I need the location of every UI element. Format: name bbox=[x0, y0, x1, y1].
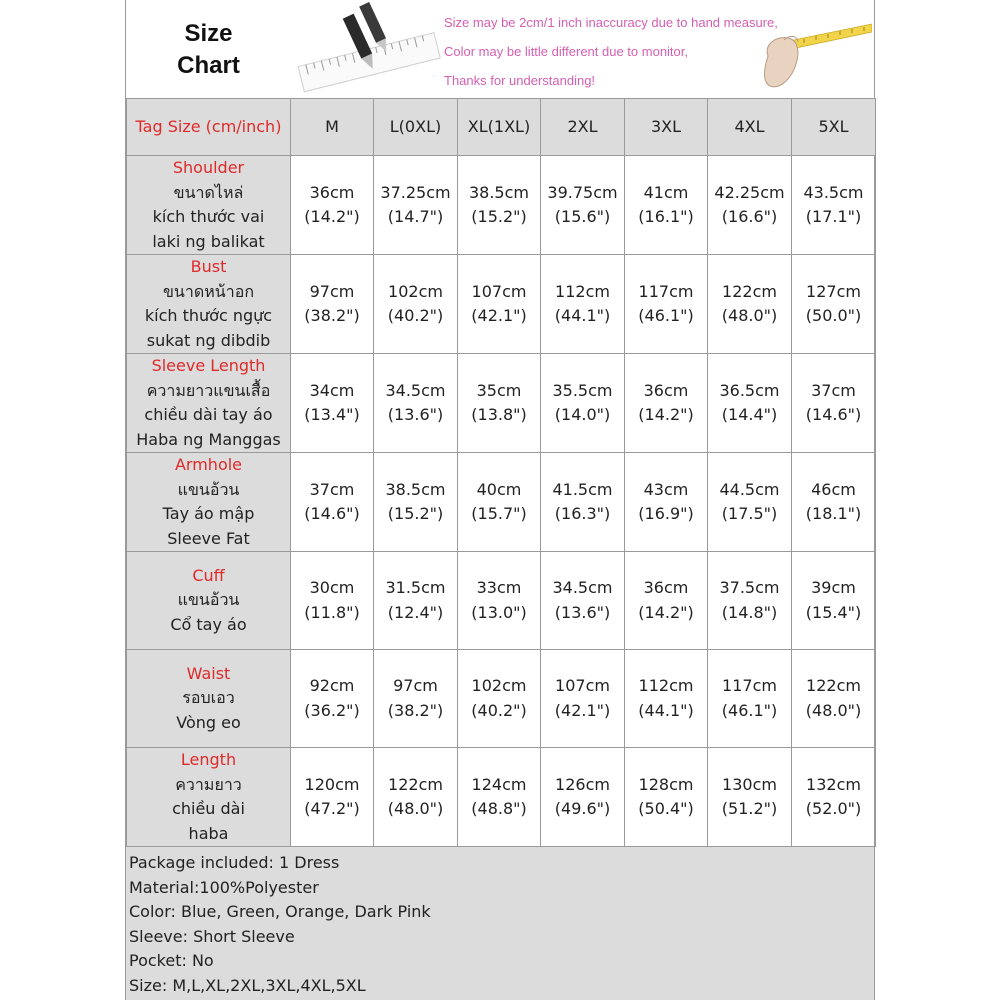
measure-thai: แขนอ้วน bbox=[177, 479, 240, 499]
material-info: Material:100%Polyester bbox=[129, 877, 319, 897]
value-cell bbox=[541, 552, 625, 650]
inch-value: (36.2") bbox=[304, 700, 360, 720]
cm-value: 122cm bbox=[806, 676, 861, 695]
sleeve-info: Sleeve: Short Sleeve bbox=[129, 926, 295, 946]
inch-value: (12.4") bbox=[387, 602, 444, 622]
measure-name: Cuff bbox=[192, 565, 225, 585]
inch-value: (14.2") bbox=[304, 207, 360, 226]
measure-thai: ความยาวแขนเสื้อ bbox=[146, 380, 271, 400]
cm-value: 34.5cm bbox=[552, 578, 613, 597]
cm-value: 128cm bbox=[638, 774, 694, 794]
cm-value: 37.25cm bbox=[380, 182, 451, 202]
inch-value: (14.0") bbox=[554, 405, 611, 424]
inch-value: (13.4") bbox=[304, 405, 360, 424]
table-header-row bbox=[127, 99, 876, 156]
value-cell bbox=[374, 748, 458, 847]
size-table bbox=[126, 98, 876, 847]
cm-value: 34.5cm bbox=[385, 380, 446, 400]
cm-value: 43cm bbox=[643, 479, 689, 499]
measure-thai: ขนาดไหล่ bbox=[173, 182, 244, 202]
value-cell bbox=[708, 650, 792, 748]
product-details bbox=[126, 846, 874, 1000]
value-cell bbox=[458, 255, 541, 354]
banner bbox=[126, 0, 874, 99]
pocket-info: Pocket: No bbox=[129, 951, 214, 971]
inch-value: (48.0") bbox=[721, 306, 778, 325]
inch-value: (15.2") bbox=[471, 207, 527, 226]
value-cell bbox=[291, 255, 374, 354]
cm-value: 30cm bbox=[309, 578, 355, 597]
cm-value: 43.5cm bbox=[803, 182, 864, 202]
value-cell bbox=[792, 156, 876, 255]
banner-note-thanks: Thanks for understanding! bbox=[444, 73, 596, 88]
cm-value: 37cm bbox=[309, 479, 355, 499]
inch-value: (14.7") bbox=[387, 207, 444, 226]
inch-value: (50.4") bbox=[638, 799, 694, 818]
table-row-waist bbox=[127, 650, 876, 748]
value-cell bbox=[291, 156, 374, 255]
value-cell bbox=[458, 650, 541, 748]
value-cell bbox=[708, 354, 792, 453]
measure-thai: รอบเอว bbox=[182, 688, 235, 708]
banner-note-color: Color may be little different due to monitor, bbox=[444, 44, 688, 59]
inch-value: (16.3") bbox=[554, 504, 611, 523]
inch-value: (18.1") bbox=[805, 504, 862, 523]
value-cell bbox=[458, 552, 541, 650]
value-cell bbox=[541, 453, 625, 552]
inch-value: (17.1") bbox=[805, 207, 862, 226]
cm-value: 36cm bbox=[643, 578, 689, 597]
cm-value: 102cm bbox=[388, 281, 443, 301]
measure-filipino: Haba ng Manggas bbox=[136, 429, 281, 449]
banner-note-measure: Size may be 2cm/1 inch inaccuracy due to hand measure, bbox=[444, 15, 778, 30]
cm-value: 102cm bbox=[471, 676, 527, 695]
cm-value: 117cm bbox=[638, 281, 694, 301]
measure-vietnamese: chiều dài bbox=[172, 799, 245, 818]
inch-value: (48.8") bbox=[471, 799, 527, 818]
cm-value: 39.75cm bbox=[547, 182, 618, 202]
value-cell bbox=[625, 354, 708, 453]
inch-value: (48.0") bbox=[387, 799, 444, 818]
header-size: M bbox=[291, 99, 374, 156]
inch-value: (14.2") bbox=[638, 405, 694, 424]
inch-value: (40.2") bbox=[471, 700, 527, 720]
header-size: 2XL bbox=[541, 99, 625, 156]
inch-value: (46.1") bbox=[638, 306, 694, 325]
banner-title-line1: Size bbox=[184, 20, 233, 47]
value-cell bbox=[625, 748, 708, 847]
cm-value: 35.5cm bbox=[552, 380, 613, 400]
cm-value: 132cm bbox=[806, 774, 861, 794]
package-info: Package included: 1 Dress bbox=[129, 853, 340, 872]
inch-value: (42.1") bbox=[471, 306, 527, 325]
value-cell bbox=[458, 156, 541, 255]
value-cell bbox=[708, 453, 792, 552]
value-cell bbox=[291, 748, 374, 847]
inch-value: (38.2") bbox=[304, 306, 360, 325]
value-cell bbox=[374, 255, 458, 354]
measure-vietnamese: kích thước vai bbox=[152, 207, 265, 226]
measure-thai: แขนอ้วน bbox=[177, 590, 240, 610]
cm-value: 44.5cm bbox=[719, 479, 780, 499]
value-cell bbox=[374, 354, 458, 453]
cm-value: 124cm bbox=[471, 774, 527, 794]
cm-value: 122cm bbox=[388, 774, 443, 794]
measure-vietnamese: Cổ tay áo bbox=[170, 614, 247, 634]
ruler-pen-icon bbox=[291, 2, 441, 96]
value-cell bbox=[291, 354, 374, 453]
value-cell bbox=[708, 156, 792, 255]
value-cell bbox=[792, 748, 876, 847]
value-cell bbox=[708, 552, 792, 650]
size-info: Size: M,L,XL,2XL,3XL,4XL,5XL bbox=[129, 975, 366, 995]
value-cell bbox=[374, 552, 458, 650]
inch-value: (46.1") bbox=[721, 700, 778, 720]
cm-value: 36.5cm bbox=[719, 380, 780, 400]
inch-value: (14.6") bbox=[805, 405, 862, 424]
row-label bbox=[127, 255, 291, 354]
measure-name: Armhole bbox=[174, 455, 243, 474]
inch-value: (16.9") bbox=[638, 504, 694, 523]
row-label bbox=[127, 748, 291, 847]
inch-value: (44.1") bbox=[638, 700, 694, 720]
value-cell bbox=[374, 650, 458, 748]
value-cell bbox=[291, 453, 374, 552]
cm-value: 36cm bbox=[309, 182, 355, 202]
value-cell bbox=[541, 255, 625, 354]
color-info: Color: Blue, Green, Orange, Dark Pink bbox=[129, 902, 431, 922]
inch-value: (15.2") bbox=[387, 504, 444, 523]
cm-value: 41cm bbox=[643, 182, 689, 202]
banner-title bbox=[146, 18, 271, 82]
value-cell bbox=[291, 552, 374, 650]
header-tag-size: Tag Size (cm/inch) bbox=[127, 99, 291, 156]
row-label bbox=[127, 650, 291, 748]
measure-vietnamese: Tay áo mập bbox=[162, 504, 255, 523]
cm-value: 42.25cm bbox=[714, 182, 785, 202]
value-cell bbox=[625, 156, 708, 255]
inch-value: (14.8") bbox=[721, 602, 778, 622]
inch-value: (50.0") bbox=[805, 306, 862, 325]
header-size: 3XL bbox=[625, 99, 708, 156]
measuring-tape-hand-icon bbox=[754, 8, 872, 94]
cm-value: 107cm bbox=[471, 281, 527, 301]
cm-value: 120cm bbox=[304, 774, 360, 794]
value-cell bbox=[625, 650, 708, 748]
value-cell bbox=[374, 453, 458, 552]
measure-vietnamese: kích thước ngực bbox=[144, 306, 273, 325]
cm-value: 36cm bbox=[643, 380, 689, 400]
value-cell bbox=[792, 453, 876, 552]
value-cell bbox=[625, 255, 708, 354]
cm-value: 112cm bbox=[638, 676, 694, 695]
value-cell bbox=[625, 552, 708, 650]
cm-value: 130cm bbox=[722, 774, 777, 794]
measure-thai: ความยาว bbox=[175, 774, 242, 794]
value-cell bbox=[625, 453, 708, 552]
inch-value: (13.6") bbox=[554, 602, 611, 622]
row-label bbox=[127, 552, 291, 650]
inch-value: (42.1") bbox=[554, 700, 611, 720]
cm-value: 39cm bbox=[811, 578, 856, 597]
value-cell bbox=[458, 453, 541, 552]
inch-value: (47.2") bbox=[304, 799, 360, 818]
inch-value: (38.2") bbox=[387, 700, 444, 720]
value-cell bbox=[792, 255, 876, 354]
value-cell bbox=[458, 748, 541, 847]
inch-value: (16.6") bbox=[721, 207, 778, 226]
value-cell bbox=[792, 552, 876, 650]
cm-value: 97cm bbox=[393, 676, 438, 695]
measure-name: Shoulder bbox=[172, 158, 245, 177]
cm-value: 31.5cm bbox=[385, 578, 446, 597]
inch-value: (49.6") bbox=[554, 799, 611, 818]
inch-value: (13.8") bbox=[471, 405, 527, 424]
value-cell bbox=[291, 650, 374, 748]
measure-vietnamese: chiều dài tay áo bbox=[144, 405, 273, 424]
measure-name: Bust bbox=[190, 257, 227, 276]
table-row-bust bbox=[127, 255, 876, 354]
inch-value: (13.0") bbox=[471, 602, 527, 622]
measure-vietnamese: Vòng eo bbox=[176, 712, 241, 732]
value-cell bbox=[792, 650, 876, 748]
table-row-armhole bbox=[127, 453, 876, 552]
table-row-shoulder bbox=[127, 156, 876, 255]
inch-value: (40.2") bbox=[387, 306, 444, 325]
row-label bbox=[127, 453, 291, 552]
cm-value: 35cm bbox=[476, 380, 522, 400]
cm-value: 112cm bbox=[555, 281, 610, 301]
value-cell bbox=[792, 354, 876, 453]
header-size: 4XL bbox=[708, 99, 792, 156]
cm-value: 122cm bbox=[722, 281, 777, 301]
measure-thai: ขนาดหน้าอก bbox=[162, 281, 254, 301]
cm-value: 97cm bbox=[309, 281, 355, 301]
inch-value: (16.1") bbox=[638, 207, 694, 226]
table-row-length bbox=[127, 748, 876, 847]
measure-name: Waist bbox=[186, 663, 231, 683]
value-cell bbox=[708, 748, 792, 847]
measure-filipino: haba bbox=[188, 823, 229, 843]
measure-filipino: sukat ng dibdib bbox=[146, 330, 271, 350]
row-label bbox=[127, 156, 291, 255]
cm-value: 41.5cm bbox=[552, 479, 613, 499]
measure-english: Sleeve Fat bbox=[167, 528, 250, 548]
cm-value: 38.5cm bbox=[468, 182, 529, 202]
inch-value: (48.0") bbox=[805, 700, 862, 720]
cm-value: 126cm bbox=[555, 774, 610, 794]
header-size: L(0XL) bbox=[374, 99, 458, 156]
inch-value: (51.2") bbox=[721, 799, 778, 818]
measure-filipino: laki ng balikat bbox=[152, 231, 265, 251]
inch-value: (11.8") bbox=[304, 602, 360, 622]
cm-value: 38.5cm bbox=[385, 479, 446, 499]
cm-value: 117cm bbox=[722, 676, 777, 695]
row-label bbox=[127, 354, 291, 453]
measure-name: Sleeve Length bbox=[151, 356, 266, 375]
table-row-cuff bbox=[127, 552, 876, 650]
inch-value: (17.5") bbox=[721, 504, 778, 523]
cm-value: 40cm bbox=[476, 479, 522, 499]
inch-value: (15.7") bbox=[471, 504, 527, 523]
value-cell bbox=[708, 255, 792, 354]
inch-value: (14.4") bbox=[721, 405, 778, 424]
cm-value: 46cm bbox=[811, 479, 856, 499]
inch-value: (15.4") bbox=[805, 602, 862, 622]
value-cell bbox=[541, 650, 625, 748]
measure-name: Length bbox=[180, 750, 237, 769]
cm-value: 127cm bbox=[806, 281, 861, 301]
cm-value: 92cm bbox=[309, 676, 355, 695]
cm-value: 34cm bbox=[309, 380, 355, 400]
inch-value: (14.6") bbox=[304, 504, 360, 523]
header-size: 5XL bbox=[792, 99, 876, 156]
inch-value: (44.1") bbox=[554, 306, 611, 325]
header-size: XL(1XL) bbox=[458, 99, 541, 156]
inch-value: (15.6") bbox=[554, 207, 611, 226]
cm-value: 37.5cm bbox=[719, 578, 780, 597]
value-cell bbox=[458, 354, 541, 453]
value-cell bbox=[541, 748, 625, 847]
cm-value: 107cm bbox=[555, 676, 610, 695]
table-row-sleeve-length bbox=[127, 354, 876, 453]
inch-value: (13.6") bbox=[387, 405, 444, 424]
value-cell bbox=[541, 156, 625, 255]
value-cell bbox=[374, 156, 458, 255]
cm-value: 33cm bbox=[476, 578, 522, 597]
inch-value: (14.2") bbox=[638, 602, 694, 622]
size-chart-sheet bbox=[125, 0, 875, 1000]
value-cell bbox=[541, 354, 625, 453]
banner-title-line2: Chart bbox=[177, 52, 240, 79]
inch-value: (52.0") bbox=[805, 799, 862, 818]
cm-value: 37cm bbox=[811, 380, 856, 400]
